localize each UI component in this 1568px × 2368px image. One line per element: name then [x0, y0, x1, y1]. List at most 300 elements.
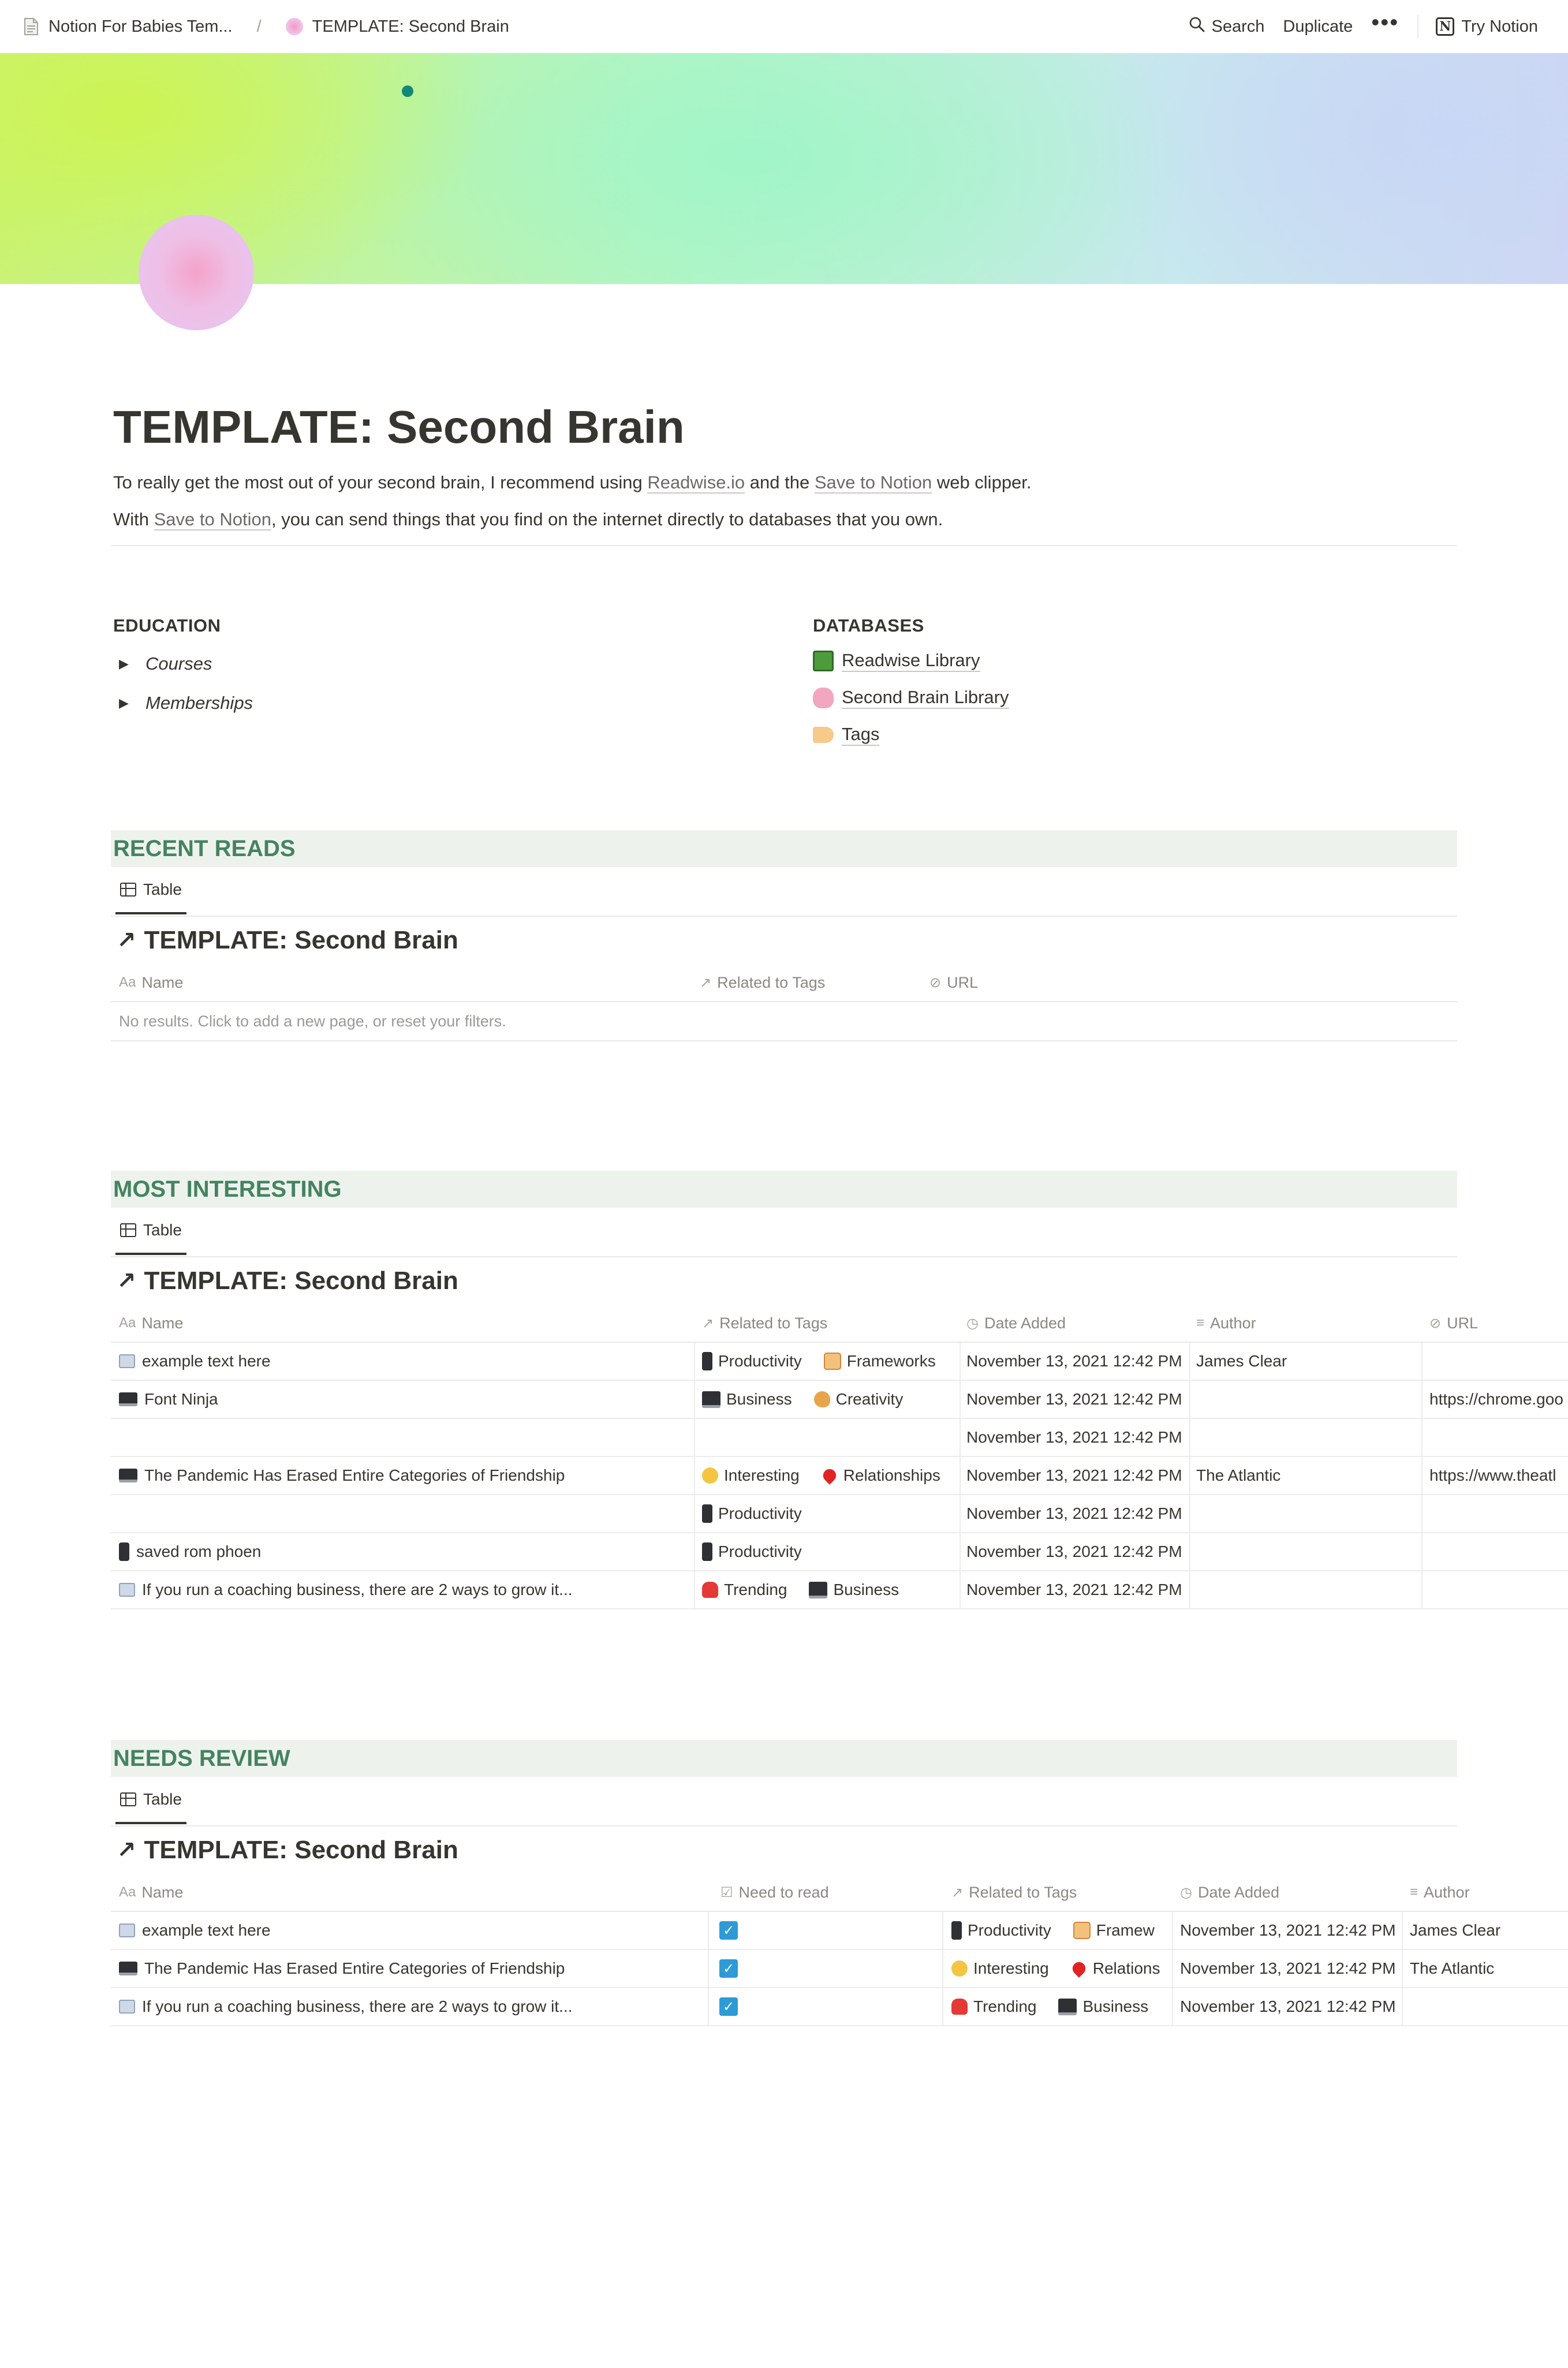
cell-url[interactable] [1429, 1495, 1566, 1532]
row-date: November 13, 2021 12:42 PM [1180, 1997, 1396, 2015]
column-divider [1172, 1950, 1173, 1987]
db-link-readwise-library[interactable] [813, 650, 980, 672]
tab-table[interactable] [115, 1777, 186, 1824]
frame-icon [1073, 1922, 1091, 1939]
row-name: The Pandemic Has Erased Entire Categories of Friendship [144, 1959, 565, 1977]
column-label: URL [947, 973, 979, 991]
row-author: The Atlantic [1196, 1466, 1281, 1484]
column-divider [694, 1381, 695, 1418]
table-icon [120, 1223, 136, 1237]
laptop-icon [702, 1391, 720, 1408]
row-name: If you run a coaching business, there are 2 ways to grow it... [142, 1581, 573, 1598]
arrow-up-right-icon: ↗ [117, 1268, 136, 1294]
column-divider [1421, 1343, 1423, 1380]
column-header-url[interactable] [1429, 1305, 1478, 1342]
laptop-icon [119, 1469, 137, 1482]
relation-tag[interactable] [702, 1390, 792, 1409]
cell-author[interactable] [1196, 1495, 1421, 1532]
cell-tags[interactable] [702, 1533, 960, 1570]
table-row[interactable] [111, 1495, 1568, 1533]
row-date: November 13, 2021 12:42 PM [966, 1466, 1182, 1484]
column-divider [960, 1533, 961, 1570]
row-date: November 13, 2021 12:42 PM [966, 1581, 1182, 1598]
intro2-text: With [113, 509, 154, 529]
cell-url[interactable] [1429, 1381, 1566, 1418]
duplicate-button[interactable] [1274, 17, 1362, 36]
column-label: URL [1447, 1314, 1479, 1332]
link-icon: ⊘ [1429, 1315, 1442, 1331]
cell-author[interactable] [1196, 1381, 1421, 1418]
column-divider [942, 1988, 943, 2025]
relation-tag[interactable] [1058, 1997, 1148, 2016]
cell-name[interactable] [119, 1912, 708, 1949]
table-row[interactable] [111, 1533, 1568, 1571]
mobile-phone-icon [702, 1542, 712, 1561]
row-name: saved rom phoen [136, 1542, 262, 1560]
cell-author[interactable] [1196, 1419, 1421, 1456]
cell-need[interactable] [719, 1950, 939, 1987]
column-divider [1421, 1571, 1423, 1608]
column-divider [1189, 1533, 1190, 1570]
link-icon: ⊘ [929, 974, 942, 991]
cell-author[interactable] [1196, 1571, 1421, 1608]
table-icon [120, 883, 136, 897]
relation-tag[interactable] [814, 1390, 904, 1409]
table-header [111, 1305, 1568, 1343]
column-divider [694, 1533, 695, 1570]
cover-dot [402, 85, 413, 97]
laptop-icon [809, 1582, 827, 1598]
linked-db-title-text: TEMPLATE: Second Brain [144, 1267, 458, 1295]
relation-tag[interactable] [702, 1504, 802, 1523]
cell-date[interactable] [966, 1381, 1189, 1418]
row-name: example text here [142, 1352, 271, 1370]
table-header [111, 964, 1457, 1002]
row-author: James Clear [1196, 1352, 1287, 1370]
laptop-icon [119, 1392, 137, 1406]
column-divider [1189, 1343, 1190, 1380]
cell-url[interactable] [1429, 1457, 1566, 1494]
text-lines-icon: ≡ [1196, 1315, 1205, 1331]
cell-date[interactable] [966, 1571, 1189, 1608]
breadcrumb [23, 17, 509, 36]
db-link-label: Readwise Library [842, 650, 980, 672]
column-divider [694, 1571, 695, 1608]
column-divider [1421, 1419, 1423, 1456]
relation-icon: ↗ [700, 974, 712, 991]
recent-reads-view-tabs [111, 867, 1457, 917]
cell-tags[interactable] [702, 1343, 960, 1380]
cell-name[interactable] [119, 1988, 708, 2025]
db-link-tags[interactable] [813, 724, 879, 746]
cell-url[interactable] [1429, 1571, 1566, 1608]
relation-tag[interactable] [822, 1466, 940, 1485]
relation-tag-label: Productivity [718, 1504, 802, 1522]
row-name: example text here [142, 1921, 271, 1939]
mobile-phone-icon [119, 1542, 129, 1561]
relation-tag-label: Business [726, 1390, 792, 1408]
relation-tag-label: Relationships [843, 1466, 940, 1484]
relation-tag-label: Interesting [724, 1466, 800, 1484]
relation-icon: ↗ [951, 1884, 964, 1900]
try-notion-label: Try Notion [1461, 17, 1538, 36]
more-options-icon[interactable]: ••• [1371, 10, 1399, 35]
cell-tags[interactable] [702, 1457, 960, 1494]
column-label: Name [141, 973, 184, 991]
text-property-icon: Aa [119, 1884, 136, 1900]
need-to-read-checkbox[interactable]: ✓ [719, 1959, 738, 1978]
cell-tags[interactable] [951, 1950, 1171, 1987]
table-row[interactable] [111, 1988, 1568, 2026]
column-header-date-added[interactable] [1180, 1874, 1279, 1911]
tab-label: Table [143, 1221, 182, 1239]
page-emoji-icon [286, 18, 303, 35]
text-property-icon: Aa [119, 1315, 136, 1331]
db-link-label: Second Brain Library [842, 687, 1009, 709]
column-header-related-tags[interactable] [951, 1874, 1077, 1911]
column-label: Date Added [1197, 1883, 1280, 1901]
row-author: The Atlantic [1410, 1959, 1495, 1977]
table-header [111, 1874, 1568, 1912]
linked-db-title[interactable] [117, 1836, 458, 1865]
relation-tag-label: Productivity [718, 1352, 802, 1370]
relation-tag[interactable] [1071, 1959, 1160, 1978]
table-row[interactable] [111, 1381, 1568, 1419]
intro-paragraph-1 [113, 470, 1032, 495]
relation-tag-label: Interesting [973, 1959, 1049, 1977]
column-header-url[interactable] [929, 964, 978, 1001]
row-author: James Clear [1410, 1921, 1501, 1939]
column-divider [960, 1457, 961, 1494]
column-header-related-tags[interactable] [702, 1305, 827, 1342]
page-icon-gradient-circle[interactable] [139, 215, 254, 330]
table-row[interactable] [111, 1912, 1568, 1950]
table-row[interactable] [111, 1571, 1568, 1609]
toggle-label: Courses [145, 653, 212, 674]
column-divider [1189, 1571, 1190, 1608]
cell-author[interactable] [1410, 1988, 1566, 2025]
cell-need[interactable] [719, 1988, 939, 2025]
page-card-icon [119, 2000, 135, 2014]
needs-review-heading: NEEDS REVIEW [111, 1740, 1457, 1777]
toggle-label: Memberships [145, 693, 253, 713]
arrow-up-right-icon: ↗ [117, 1837, 136, 1863]
tab-table[interactable] [115, 1208, 186, 1255]
mobile-phone-icon [702, 1352, 712, 1370]
arrow-up-right-icon: ↗ [117, 928, 136, 953]
relation-icon: ↗ [702, 1315, 714, 1331]
databases-heading: DATABASES [813, 615, 924, 636]
column-divider [1402, 1912, 1403, 1949]
thinking-face-icon [951, 1960, 968, 1977]
column-divider [694, 1457, 695, 1494]
relation-tag[interactable] [809, 1581, 899, 1599]
relation-tag[interactable] [1073, 1921, 1155, 1940]
column-divider [708, 1950, 709, 1987]
relation-tag-label: Trending [724, 1581, 787, 1598]
column-divider [1189, 1457, 1190, 1494]
brain-icon [813, 688, 834, 708]
column-divider [708, 1988, 709, 2025]
intro1-text-post: web clipper. [932, 472, 1032, 492]
readwise-link[interactable]: Readwise.io [647, 472, 745, 492]
duplicate-label: Duplicate [1283, 17, 1353, 36]
column-divider [1189, 1419, 1190, 1456]
intro-paragraph-2 [113, 507, 943, 532]
relation-tag[interactable] [951, 1997, 1036, 2016]
column-divider [1172, 1988, 1173, 2025]
siren-icon [702, 1582, 718, 1598]
cell-author[interactable] [1410, 1912, 1566, 1949]
toggle-memberships[interactable] [113, 693, 253, 714]
column-label: Name [141, 1883, 184, 1901]
cell-date[interactable] [966, 1343, 1189, 1380]
column-header-author[interactable] [1196, 1305, 1256, 1342]
row-name: Font Ninja [144, 1390, 218, 1408]
relation-tag-label: Frameworks [846, 1352, 936, 1370]
relation-tag-label: Creativity [835, 1390, 904, 1408]
save-to-notion-link[interactable]: Save to Notion [814, 472, 932, 492]
cell-name[interactable] [119, 1381, 696, 1418]
breadcrumb-workspace[interactable]: Notion For Babies Tem... [48, 17, 233, 36]
laptop-icon [119, 1962, 137, 1975]
column-label: Need to read [738, 1883, 829, 1901]
page-title[interactable]: TEMPLATE: Second Brain [113, 401, 685, 453]
column-header-need-to-read[interactable] [720, 1874, 829, 1911]
need-to-read-checkbox[interactable]: ✓ [719, 1997, 738, 2016]
cell-tags[interactable] [702, 1381, 960, 1418]
column-header-related-tags[interactable] [700, 964, 825, 1001]
cell-tags[interactable] [702, 1419, 960, 1456]
most-interesting-view-tabs [111, 1208, 1457, 1257]
education-heading: EDUCATION [113, 615, 221, 636]
relation-tag-label: Productivity [968, 1921, 1051, 1939]
column-divider [1421, 1457, 1423, 1494]
cell-date[interactable] [966, 1457, 1189, 1494]
column-header-name[interactable] [119, 1874, 183, 1911]
cell-url[interactable] [1429, 1343, 1566, 1380]
column-divider [942, 1950, 943, 1987]
tab-label: Table [143, 880, 182, 898]
try-notion-button[interactable] [1427, 17, 1547, 36]
need-to-read-checkbox[interactable]: ✓ [719, 1921, 738, 1940]
intro2-text-post: , you can send things that you find on the internet directly to databases that you own. [271, 509, 943, 529]
db-link-second-brain-library[interactable] [813, 687, 1009, 709]
row-date: November 13, 2021 12:42 PM [966, 1504, 1182, 1522]
cell-date[interactable] [966, 1495, 1189, 1532]
needs-review-table [111, 1874, 1568, 2026]
intro1-text-mid: and the [745, 472, 815, 492]
relation-tag[interactable] [702, 1581, 787, 1599]
relation-tag[interactable] [951, 1959, 1049, 1978]
column-divider [694, 1343, 695, 1380]
breadcrumb-page[interactable]: TEMPLATE: Second Brain [312, 17, 509, 36]
page-card-icon [119, 1583, 135, 1597]
relation-tag-label: Business [1082, 1997, 1149, 2015]
column-divider [1189, 1495, 1190, 1532]
column-divider [694, 1495, 695, 1532]
cell-name[interactable] [119, 1571, 696, 1608]
tab-label: Table [143, 1790, 182, 1808]
cell-tags[interactable] [702, 1495, 960, 1532]
cell-date[interactable] [1180, 1950, 1402, 1987]
cell-name[interactable] [119, 1950, 708, 1987]
cell-tags[interactable] [951, 1912, 1171, 1949]
mobile-phone-icon [702, 1504, 712, 1523]
column-divider [960, 1343, 961, 1380]
frame-icon [824, 1353, 841, 1370]
column-divider [960, 1419, 961, 1456]
toggle-courses[interactable] [113, 653, 212, 674]
page-icon [23, 17, 39, 36]
table-row[interactable] [111, 1457, 1568, 1495]
column-divider [1421, 1495, 1423, 1532]
green-book-icon [813, 651, 834, 671]
breadcrumb-separator: / [256, 17, 262, 36]
needs-review-view-tabs [111, 1777, 1457, 1827]
row-url: https://chrome.goo [1429, 1390, 1563, 1408]
cell-date[interactable] [966, 1533, 1189, 1570]
siren-icon [951, 1999, 968, 2015]
column-label: Name [141, 1314, 184, 1332]
most-interesting-heading: MOST INTERESTING [111, 1171, 1457, 1208]
cell-url[interactable] [1429, 1419, 1566, 1456]
column-divider [942, 1912, 943, 1949]
relation-tag[interactable] [702, 1542, 802, 1561]
cell-name[interactable] [119, 1457, 696, 1494]
db-link-label: Tags [842, 724, 879, 746]
row-date: November 13, 2021 12:42 PM [966, 1352, 1182, 1370]
top-bar [0, 0, 1568, 53]
recent-reads-heading: RECENT READS [111, 830, 1457, 867]
relation-tag[interactable] [702, 1466, 800, 1485]
column-label: Related to Tags [719, 1314, 828, 1332]
cell-need[interactable] [719, 1912, 939, 1949]
cell-author[interactable] [1196, 1457, 1421, 1494]
page-card-icon [119, 1354, 135, 1368]
tab-table[interactable] [115, 867, 186, 914]
cell-date[interactable] [966, 1419, 1189, 1456]
text-property-icon: Aa [119, 974, 136, 990]
cell-author[interactable] [1410, 1950, 1566, 1987]
column-label: Related to Tags [717, 973, 826, 991]
row-date: November 13, 2021 12:42 PM [966, 1390, 1182, 1408]
column-header-author[interactable] [1410, 1874, 1470, 1911]
row-name: If you run a coaching business, there are 2 ways to grow it... [142, 1997, 573, 2015]
heart-icon [820, 1466, 839, 1485]
text-lines-icon: ≡ [1410, 1884, 1418, 1900]
cell-name[interactable] [119, 1343, 696, 1380]
palette-icon [814, 1391, 830, 1407]
search-button[interactable] [1179, 16, 1274, 37]
column-label: Date Added [984, 1314, 1066, 1332]
column-divider [960, 1381, 961, 1418]
cell-name[interactable] [119, 1419, 696, 1456]
cell-url[interactable] [1429, 1533, 1566, 1570]
linked-db-title[interactable] [117, 926, 458, 955]
relation-tag[interactable] [951, 1921, 1051, 1940]
divider [111, 545, 1457, 546]
column-header-name[interactable] [119, 964, 183, 1001]
row-date: November 13, 2021 12:42 PM [966, 1428, 1182, 1446]
column-label: Author [1210, 1314, 1256, 1332]
row-name: The Pandemic Has Erased Entire Categories of Friendship [144, 1466, 565, 1484]
relation-tag-label: Relations [1092, 1959, 1160, 1977]
clock-icon: ◷ [966, 1315, 979, 1331]
cell-name[interactable] [119, 1533, 696, 1570]
column-divider [960, 1495, 961, 1532]
laptop-icon [1058, 1999, 1077, 2015]
column-divider [1189, 1381, 1190, 1418]
linked-db-title-text: TEMPLATE: Second Brain [144, 926, 458, 954]
relation-tag-label: Framew [1096, 1921, 1155, 1939]
linked-db-title-text: TEMPLATE: Second Brain [144, 1836, 458, 1864]
column-label: Related to Tags [969, 1883, 1077, 1901]
search-icon [1189, 16, 1205, 37]
relation-tag[interactable] [824, 1352, 936, 1370]
linked-db-title[interactable] [117, 1267, 458, 1295]
column-divider [1172, 1912, 1173, 1949]
search-label: Search [1211, 17, 1265, 36]
label-tag-icon [813, 727, 834, 743]
row-date: November 13, 2021 12:42 PM [1180, 1959, 1396, 1977]
relation-tag[interactable] [702, 1352, 802, 1370]
column-header-name[interactable] [119, 1305, 183, 1342]
thinking-face-icon [702, 1467, 718, 1484]
column-divider [1421, 1533, 1423, 1570]
intro1-text: To really get the most out of your second brain, I recommend using [113, 472, 648, 492]
table-row[interactable] [111, 1419, 1568, 1457]
toggle-triangle-icon[interactable]: ▶ [119, 656, 129, 671]
most-interesting-table [111, 1305, 1568, 1609]
checkbox-property-icon: ☑ [720, 1884, 733, 1900]
topbar-divider [1417, 15, 1418, 38]
empty-table-message[interactable]: No results. Click to add a new page, or reset your filters. [111, 1002, 1457, 1041]
relation-tag-label: Trending [973, 1997, 1037, 2015]
clock-icon: ◷ [1180, 1884, 1192, 1900]
cell-date[interactable] [1180, 1912, 1402, 1949]
column-divider [694, 1419, 695, 1456]
page-card-icon [119, 1923, 135, 1937]
cell-tags[interactable] [951, 1988, 1171, 2025]
column-divider [1421, 1381, 1423, 1418]
column-divider [1402, 1988, 1403, 2025]
table-icon [120, 1792, 136, 1806]
table-row[interactable] [111, 1950, 1568, 1988]
relation-tag-label: Productivity [718, 1542, 802, 1560]
cell-name[interactable] [119, 1495, 696, 1532]
column-header-date-added[interactable] [966, 1305, 1066, 1342]
row-date: November 13, 2021 12:42 PM [1180, 1921, 1396, 1939]
column-label: Author [1424, 1883, 1470, 1901]
row-date: November 13, 2021 12:42 PM [966, 1542, 1182, 1560]
heart-icon [1070, 1959, 1088, 1978]
notion-logo-icon: N [1436, 17, 1454, 36]
row-url: https://www.theatl [1429, 1466, 1556, 1484]
cell-author[interactable] [1196, 1533, 1421, 1570]
cell-tags[interactable] [702, 1571, 960, 1608]
cell-author[interactable] [1196, 1343, 1421, 1380]
table-row[interactable] [111, 1343, 1568, 1381]
toggle-triangle-icon[interactable]: ▶ [119, 696, 129, 710]
recent-reads-table [111, 964, 1457, 1041]
cell-date[interactable] [1180, 1988, 1402, 2025]
relation-tag-label: Business [833, 1581, 899, 1598]
save-to-notion-link-2[interactable]: Save to Notion [154, 509, 271, 529]
mobile-phone-icon [951, 1921, 962, 1940]
column-divider [960, 1571, 961, 1608]
column-divider [1402, 1950, 1403, 1987]
